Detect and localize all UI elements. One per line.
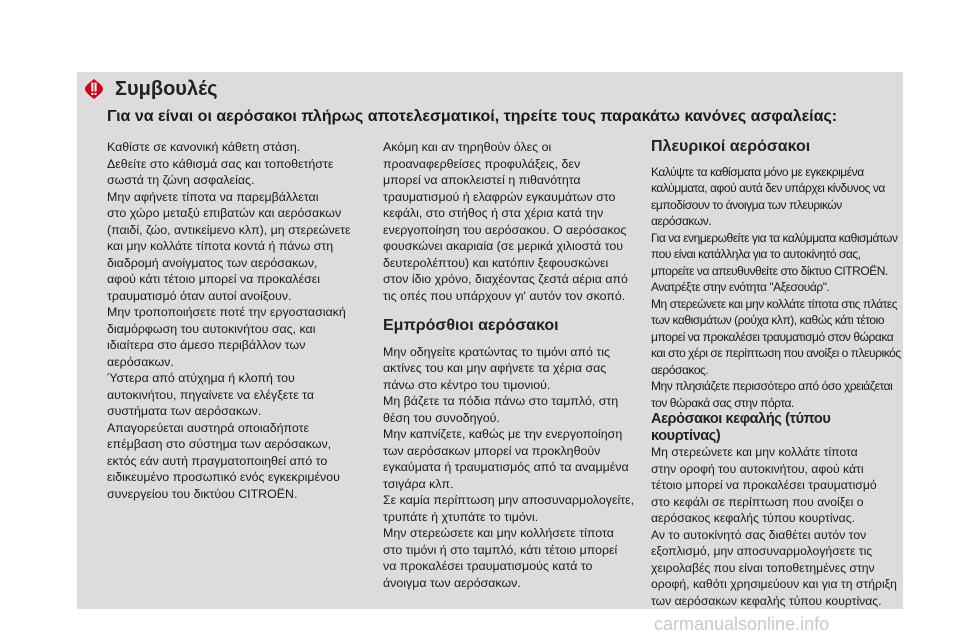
section-header (83, 76, 218, 102)
text-line: διαμόρφωση του αυτοκινήτου σας, και (107, 321, 316, 336)
text-line: Ύστερα από ατύχημα ή κλοπή του (107, 371, 295, 385)
text-line: στον ίδιο χρόνο, διαχέοντας ζεστά αέρια από (383, 272, 628, 286)
text-line: τέτοιο μπορεί να προκαλέσει τραυματισμό (651, 478, 877, 492)
text-line: ακτίνες του και μην αφήνετε τα χέρια σας (383, 361, 607, 375)
text-line: φουσκώνει ακαριαία (σε μερικά χιλιοστά του (383, 239, 623, 253)
text-line: πάνω στο κέντρο του τιμονιού. (383, 377, 551, 392)
side-airbags-text (651, 164, 901, 412)
column-general-advice (107, 139, 377, 502)
text-line: καλύμματα, αφού αυτά δεν υπάρχει κίνδυνος να (651, 181, 885, 195)
section-subtitle: Για να είναι οι αερόσακοι πλήρως αποτελεσματικοί, τηρείτε τους παρακάτω κανόνες ασφαλείας: (107, 108, 838, 125)
text-line: στην οροφή του αυτοκινήτου, αφού κάτι (651, 461, 864, 476)
text-line: αυτοκινήτου, πηγαίνετε να ελέγξετε τα (107, 387, 315, 402)
text-line: άνοιγμα των αερόσακων. (383, 575, 521, 590)
side-airbags-heading: Πλευρικοί αερόσακοι (651, 138, 811, 155)
text-line: σωστά τη ζώνη ασφαλείας. (107, 173, 255, 187)
text-line: Μη βάζετε τα πόδια πάνω στο ταμπλό, στη (383, 394, 619, 408)
front-airbags-text (383, 344, 641, 592)
text-line: Μη στερεώνετε και μην κολλάτε τίποτα στις πλάτες (651, 296, 898, 311)
text-line: ιδιαίτερα στο άμεσο περιβάλλον των (107, 338, 306, 352)
text-line: εξοπλισμό, μην αποσυναρμολογήσετε τις (651, 544, 873, 558)
text-line: Αν το αυτοκίνητό σας διαθέτει αυτόν τον (651, 527, 867, 542)
column-front-airbags (383, 139, 641, 591)
text-line: στο κεφάλι σε περίπτωση που ανοίξει ο (651, 494, 864, 509)
text-line: και μην κολλάτε τίποτα κοντά ή πάνω στη (107, 239, 334, 253)
text-line: (παιδί, ζώο, αντικείμενο κλπ), μη στερεώνετε (107, 222, 351, 237)
text-line: Σε καμία περίπτωση μην αποσυναρμολογείτε, (383, 493, 635, 507)
watermark: carmanualsonline.info (654, 614, 830, 634)
warning-icon (83, 78, 105, 100)
text-line: συστήματα των αερόσακων. (107, 404, 262, 418)
text-line: αερόσακων. (107, 354, 174, 369)
text-line: τραυματισμού ή ελαφρών εγκαυμάτων στο (383, 189, 616, 204)
text-line: τσιγάρα κλπ. (383, 476, 454, 491)
text-line: χειρολαβές που είναι τοποθετημένες στην (651, 560, 875, 575)
text-line: να προκαλέσει τραυματισμούς κατά το (383, 559, 593, 573)
text-line: Απαγορεύεται αυστηρά οποιαδήποτε (107, 420, 310, 435)
text-line: Μην τροποποιήσετε ποτέ την εργοστασιακή (107, 305, 346, 319)
curtain-airbags-text (651, 444, 901, 609)
intro-paragraph (383, 139, 641, 304)
text-line: οροφή, καθότι χρησιμεύουν και για τη στήριξη (651, 577, 897, 591)
text-line: Δεθείτε στο κάθισμά σας και τοποθετήστε (107, 156, 334, 171)
text-line: θέση του συνοδηγού. (383, 410, 500, 425)
text-line: Καθίστε σε κανονική κάθετη στάση. (107, 140, 301, 154)
text-line: Μην πλησιάζετε περισσότερο από όσο χρειάζεται (651, 379, 893, 393)
text-line: διαδρομή ανοίγματος των αερόσακων, (107, 255, 318, 270)
text-line: που είναι κατάλληλα για το αυτοκίνητό σας, (651, 247, 861, 261)
text-line: εκτός εάν αυτή πραγματοποιηθεί από το (107, 453, 328, 468)
text-line: Ακόμη και αν τηρηθούν όλες οι (383, 140, 552, 154)
curtain-airbags-heading: Αερόσακοι κεφαλής (τύπου κουρτίνας) (651, 411, 831, 444)
text-line: ειδικευμένο προσωπικό ενός εγκεκριμένου (107, 470, 340, 484)
text-line: Μην οδηγείτε κρατώντας το τιμόνι από τις (383, 344, 610, 359)
text-line: εμποδίσουν το άνοιγμα των πλευρικών αερόσακων. (651, 197, 842, 228)
text-line: στο χώρο μεταξύ επιβατών και αερόσακων (107, 206, 342, 220)
text-line: συνεργείου του δικτύου CITROËN. (107, 486, 298, 501)
text-line: Μην στερεώσετε και μην κολλήσετε τίποτα (383, 526, 614, 540)
text-line: μπορείτε να απευθυνθείτε στο δίκτυο CITROËN. (651, 263, 888, 278)
text-line: επέμβαση στο σύστημα των αερόσακων, (107, 437, 332, 451)
text-line: των αερόσακων κεφαλής τύπου κουρτίνας. (651, 593, 882, 608)
text-line: κεφάλι, στο στήθος ή στα χέρια κατά την (383, 206, 604, 220)
text-line: Ανατρέξτε στην ενότητα "Αξεσουάρ". (651, 280, 830, 294)
text-line: μπορεί να αποκλειστεί η πιθανότητα (383, 173, 581, 187)
front-airbags-heading: Εμπρόσθιοι αερόσακοι (383, 317, 559, 334)
text-line: τις οπές που υπάρχουν γι' αυτόν τον σκοπό. (383, 288, 626, 303)
text-line: Για να ενημερωθείτε για τα καλύμματα καθισμάτων (651, 230, 898, 245)
text-line: τραυματισμό όταν αυτοί ανοίξουν. (107, 288, 292, 303)
text-line: Μην αφήνετε τίποτα να παρεμβάλλεται (107, 189, 319, 204)
section-title: Συμβουλές (115, 77, 218, 100)
text-line: τρυπάτε ή χτυπάτε το τιμόνι. (383, 509, 539, 524)
text-line: εγκαύματα ή τραυματισμός από τα αναμμένα (383, 460, 629, 474)
text-line: και στο χέρι σε περίπτωση που ανοίξει ο πλευρικός (651, 346, 901, 360)
text-line: Μη στερεώνετε και μην κολλάτε τίποτα (651, 445, 858, 459)
text-line: Μην καπνίζετε, καθώς με την ενεργοποίηση (383, 427, 623, 441)
text-line: προαναφερθείσες προφυλάξεις, δεν (383, 156, 581, 171)
text-line: μπορεί να προκαλέσει τραυματισμό στον θώρακα (651, 329, 894, 344)
text-line: Καλύψτε τα καθίσματα μόνο με εγκεκριμένα (651, 164, 864, 179)
text-line: αερόσακος. (651, 362, 709, 377)
text-line: δευτερολέπτου) και κατόπιν ξεφουσκώνει (383, 255, 609, 270)
text-line: τον θώρακά σας στην πόρτα. (651, 395, 794, 410)
text-line: των αερόσακων μπορεί να προκληθούν (383, 443, 601, 458)
text-line: ενεργοποίηση του αερόσακου. Ο αερόσακος (383, 222, 627, 237)
text-line: αερόσακος κεφαλής τύπου κουρτίνας. (651, 511, 855, 525)
text-line: αφού κάτι τέτοιο μπορεί να προκαλέσει (107, 272, 321, 286)
text-line: στο τιμόνι ή στο ταμπλό, κάτι τέτοιο μπορεί (383, 542, 618, 557)
column-side-head-airbags (651, 139, 901, 609)
text-line: των καθισμάτων (ρούχα κλπ), καθώς κάτι τέτοιο (651, 313, 885, 327)
